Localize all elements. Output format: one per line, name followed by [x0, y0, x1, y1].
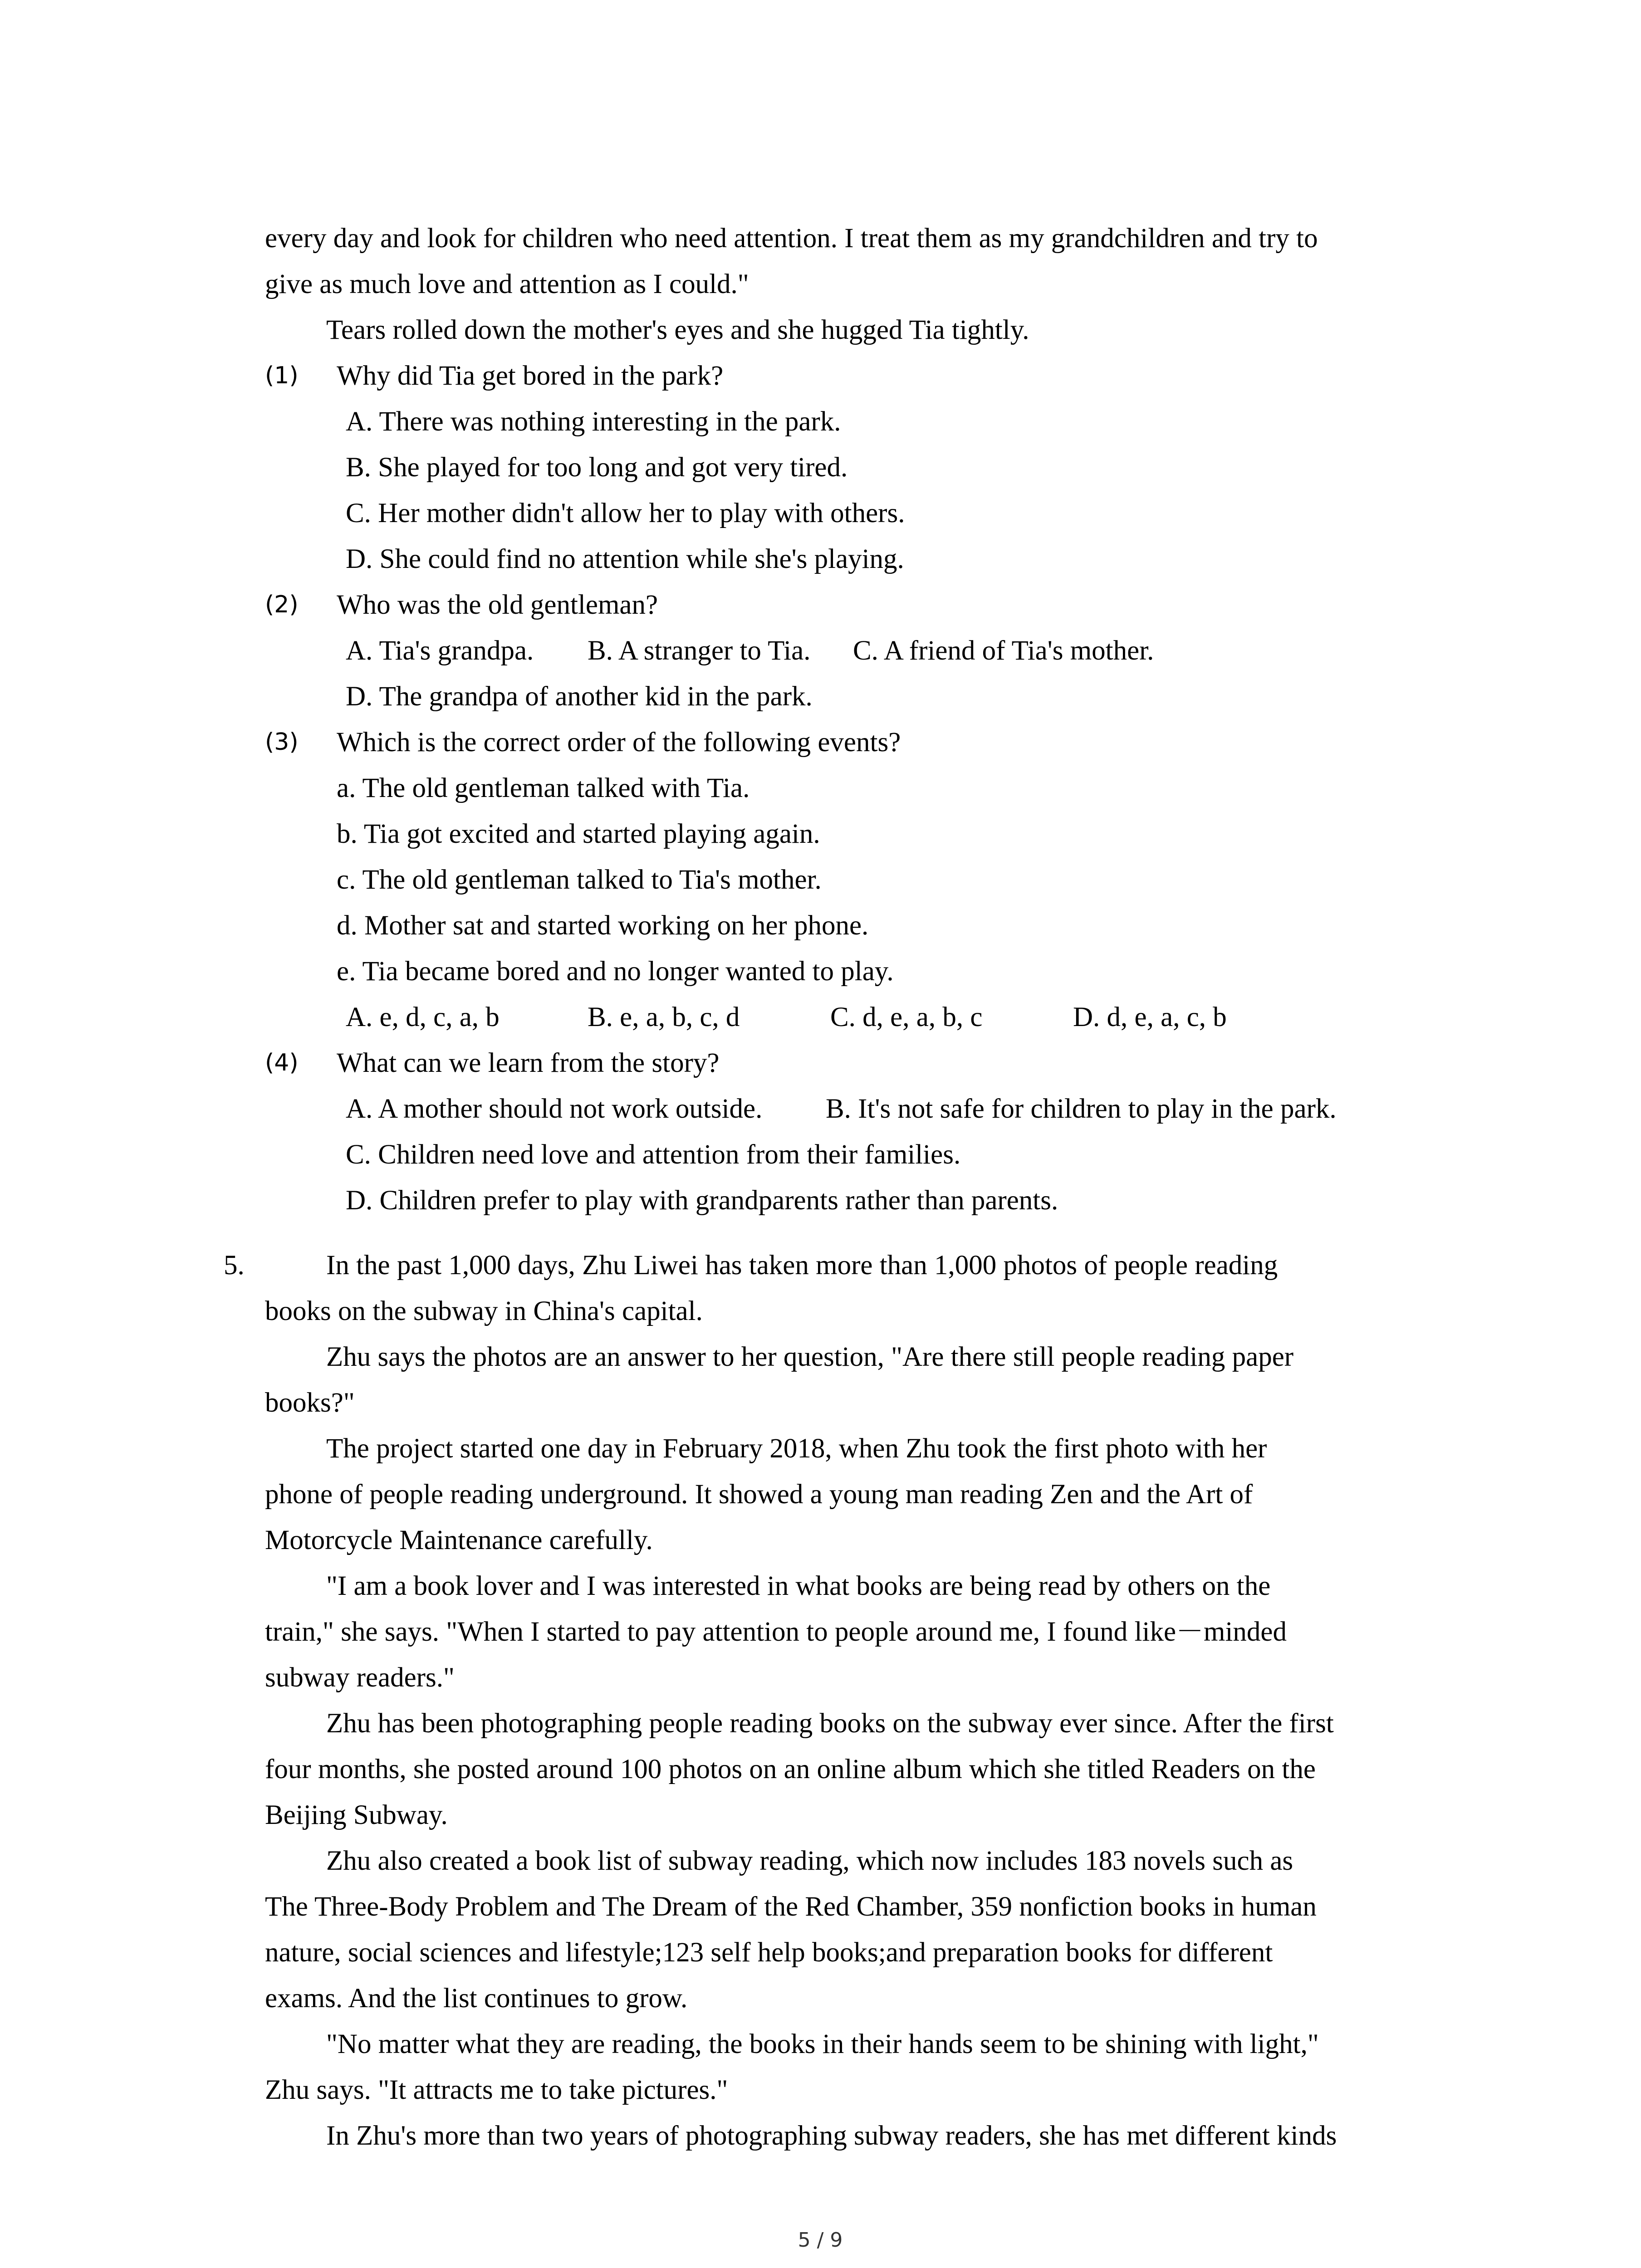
event-item: a. The old gentleman talked with Tia. [337, 773, 750, 803]
passage-line: Zhu says the photos are an answer to her question, "Are there still people reading paper [326, 1342, 1294, 1372]
answer-option: C. d, e, a, b, c [830, 1002, 983, 1032]
passage-line: In Zhu's more than two years of photographing subway readers, she has met different kinds [326, 2121, 1337, 2151]
question-stem: Which is the correct order of the following events? [337, 727, 901, 758]
answer-option: B. It's not safe for children to play in the park. [826, 1094, 1337, 1124]
answer-option: B. e, a, b, c, d [588, 1002, 740, 1032]
event-item: d. Mother sat and started working on her phone. [337, 910, 869, 941]
answer-option: C. A friend of Tia's mother. [853, 635, 1154, 666]
question-stem: Who was the old gentleman? [337, 590, 658, 620]
question-stem: Why did Tia get bored in the park? [337, 361, 724, 391]
passage-line: give as much love and attention as I could." [265, 269, 749, 299]
passage-line: Zhu also created a book list of subway reading, which now includes 183 novels such as [326, 1846, 1293, 1876]
question-number: (4) [265, 1049, 299, 1076]
passage-line: subway readers." [265, 1662, 455, 1693]
event-item: c. The old gentleman talked to Tia's mother. [337, 865, 822, 895]
passage-line: every day and look for children who need attention. I treat them as my grandchildren and try to [265, 223, 1318, 254]
passage-line: books on the subway in China's capital. [265, 1296, 703, 1326]
answer-option: A. There was nothing interesting in the park. [346, 406, 841, 437]
passage-line: Tears rolled down the mother's eyes and she hugged Tia tightly. [326, 315, 1029, 345]
question-stem: What can we learn from the story? [337, 1048, 720, 1078]
answer-option: B. A stranger to Tia. [588, 635, 811, 666]
passage-line: four months, she posted around 100 photos on an online album which she titled Readers on the [265, 1754, 1316, 1784]
answer-option: D. She could find no attention while she's playing. [346, 544, 904, 574]
answer-option: D. The grandpa of another kid in the park. [346, 681, 813, 712]
passage-line: exams. And the list continues to grow. [265, 1983, 688, 2014]
passage-line: books?" [265, 1388, 355, 1418]
passage-line: Beijing Subway. [265, 1800, 448, 1830]
passage-line: The project started one day in February 2018, when Zhu took the first photo with her [326, 1433, 1267, 1464]
question-number: (2) [265, 591, 299, 618]
answer-option: A. A mother should not work outside. [346, 1094, 763, 1124]
passage-line: Zhu says. "It attracts me to take pictures." [265, 2075, 728, 2105]
answer-option: D. d, e, a, c, b [1073, 1002, 1227, 1032]
page-number: 5 / 9 [798, 2229, 843, 2252]
passage-line: In the past 1,000 days, Zhu Liwei has taken more than 1,000 photos of people reading [326, 1250, 1278, 1281]
passage-number: 5. [224, 1250, 245, 1281]
passage-line: Motorcycle Maintenance carefully. [265, 1525, 653, 1555]
passage-line: train," she says. "When I started to pay attention to people around me, I found like－minded [265, 1617, 1287, 1647]
passage-line: phone of people reading underground. It showed a young man reading Zen and the Art of [265, 1479, 1253, 1510]
passage-line: "No matter what they are reading, the books in their hands seem to be shining with light," [326, 2029, 1319, 2059]
passage-line: Zhu has been photographing people reading books on the subway ever since. After the first [326, 1708, 1334, 1739]
passage-line: "I am a book lover and I was interested in what books are being read by others on the [326, 1571, 1271, 1601]
answer-option: A. Tia's grandpa. [346, 635, 534, 666]
question-number: (1) [265, 362, 299, 389]
answer-option: A. e, d, c, a, b [346, 1002, 500, 1032]
passage-line: The Three-Body Problem and The Dream of the Red Chamber, 359 nonfiction books in human [265, 1892, 1317, 1922]
answer-option: D. Children prefer to play with grandparents rather than parents. [346, 1185, 1058, 1216]
answer-option: C. Children need love and attention from their families. [346, 1139, 961, 1170]
event-item: b. Tia got excited and started playing again. [337, 819, 820, 849]
question-number: (3) [265, 728, 299, 756]
answer-option: B. She played for too long and got very tired. [346, 452, 848, 483]
event-item: e. Tia became bored and no longer wanted to play. [337, 956, 894, 987]
answer-option: C. Her mother didn't allow her to play with others. [346, 498, 905, 528]
passage-line: nature, social sciences and lifestyle;123 self help books;and preparation books for different [265, 1937, 1273, 1968]
